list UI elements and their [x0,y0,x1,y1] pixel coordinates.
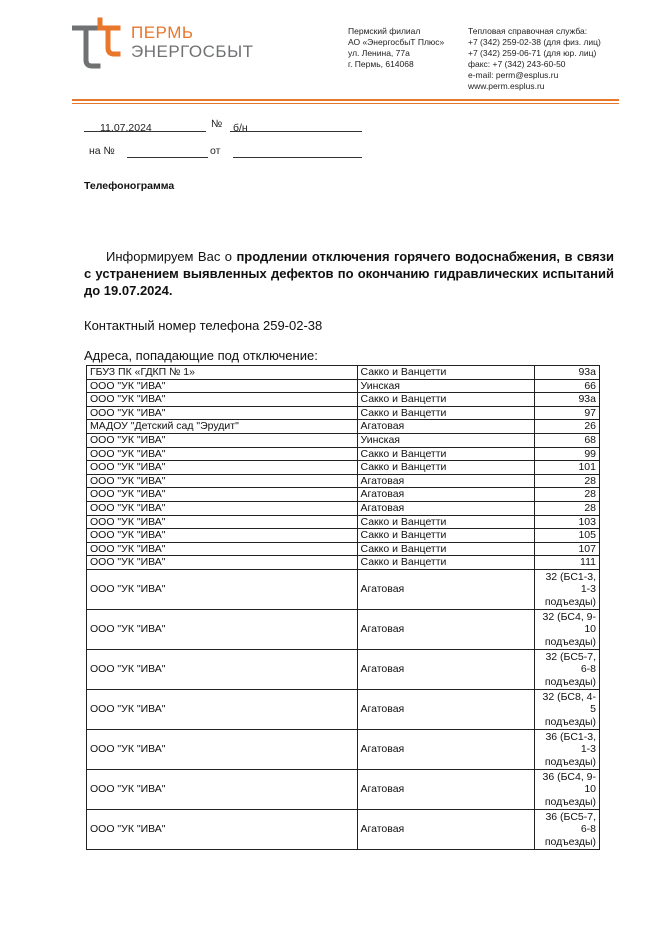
table-row [87,420,600,434]
street-cell: Агатовая [357,649,534,689]
service-line: +7 (342) 259-06-71 (для юр. лиц) [468,48,597,58]
house-cell: 101 [534,461,599,475]
service-line: Тепловая справочная служба: [468,26,588,36]
doc-date: 11.07.2024 [100,122,152,134]
number-label: № [211,118,223,130]
house-cell: 93а [534,393,599,407]
street-cell: Агатовая [357,501,534,515]
service-contacts [468,26,601,92]
house-cell: 32 (БС4, 9-10 подъезды) [534,609,599,649]
organization-cell: ООО "УК "ИВА" [87,501,358,515]
house-cell: 68 [534,433,599,447]
header-divider [72,99,619,101]
table-row [87,379,600,393]
addresses-heading: Адреса, попадающие под отключение: [84,348,318,363]
organization-cell: ООО "УК "ИВА" [87,461,358,475]
service-line: факс: +7 (342) 243-60-50 [468,59,566,69]
organization-cell: ООО "УК "ИВА" [87,379,358,393]
table-row [87,474,600,488]
table-row [87,689,600,729]
notice-intro: Информируем Вас о [106,249,237,264]
table-row [87,433,600,447]
service-website: www.perm.esplus.ru [468,81,545,91]
ref-number-field [127,144,208,158]
organization-cell: МАДОУ "Детский сад "Эрудит" [87,420,358,434]
house-cell: 36 (БС4, 9-10 подъезды) [534,769,599,809]
street-cell: Уинская [357,433,534,447]
service-email: e-mail: perm@esplus.ru [468,70,559,80]
house-cell: 97 [534,406,599,420]
table-row [87,406,600,420]
house-cell: 26 [534,420,599,434]
street-cell: Агатовая [357,420,534,434]
street-cell: Агатовая [357,729,534,769]
organization-cell: ООО "УК "ИВА" [87,556,358,570]
organization-cell: ООО "УК "ИВА" [87,689,358,729]
branch-line: ул. Ленина, 77а [348,48,410,58]
organization-cell: ООО "УК "ИВА" [87,447,358,461]
house-cell: 111 [534,556,599,570]
table-row [87,809,600,849]
organization-cell: ООО "УК "ИВА" [87,769,358,809]
organization-cell: ООО "УК "ИВА" [87,649,358,689]
table-row [87,769,600,809]
organization-cell: ООО "УК "ИВА" [87,542,358,556]
table-row [87,501,600,515]
street-cell: Сакко и Ванцетти [357,542,534,556]
table-row [87,729,600,769]
street-cell: Сакко и Ванцетти [357,461,534,475]
branch-line: г. Пермь, 614068 [348,59,414,69]
street-cell: Агатовая [357,569,534,609]
street-cell: Сакко и Ванцетти [357,556,534,570]
house-cell: 32 (БС5-7, 6-8 подъезды) [534,649,599,689]
street-cell: Сакко и Ванцетти [357,393,534,407]
street-cell: Сакко и Ванцетти [357,406,534,420]
ref-label: на № [89,145,115,157]
organization-cell: ООО "УК "ИВА" [87,488,358,502]
organization-cell: ООО "УК "ИВА" [87,729,358,769]
house-cell: 28 [534,474,599,488]
table-row [87,649,600,689]
organization-cell: ООО "УК "ИВА" [87,474,358,488]
house-cell: 107 [534,542,599,556]
table-row [87,542,600,556]
organization-cell: ООО "УК "ИВА" [87,515,358,529]
house-cell: 105 [534,529,599,543]
table-row [87,609,600,649]
house-cell: 28 [534,501,599,515]
contact-phone: Контактный номер телефона 259-02-38 [84,318,323,333]
street-cell: Уинская [357,379,534,393]
table-row [87,447,600,461]
branch-address [348,26,444,70]
organization-cell: ООО "УК "ИВА" [87,809,358,849]
addresses-table [86,365,600,850]
header-divider-thin [72,103,619,104]
from-label: от [210,145,221,157]
house-cell: 32 (БС1-3, 1-3 подъезды) [534,569,599,609]
date-field [84,118,206,132]
table-row [87,515,600,529]
branch-line: АО «ЭнергосбыТ Плюс» [348,37,445,47]
organization-cell: ООО "УК "ИВА" [87,609,358,649]
house-cell: 28 [534,488,599,502]
logo-text-line2: ЭНЕРГОСБЫТ [131,42,254,61]
table-row [87,366,600,380]
table-row [87,393,600,407]
organization-cell: ООО "УК "ИВА" [87,569,358,609]
notice-bold-text: продлении отключения горячего водоснабжения, в связи с устранением выявленных дефектов по окончанию гидравлических испытаний до 19.07.2024. [84,249,614,298]
logo-text-line1: ПЕРМЬ [131,23,194,42]
table-row [87,569,600,609]
street-cell: Агатовая [357,609,534,649]
table-row [87,529,600,543]
organization-cell: ООО "УК "ИВА" [87,433,358,447]
table-row [87,488,600,502]
table-row [87,556,600,570]
branch-line: Пермский филиал [348,26,421,36]
street-cell: Сакко и Ванцетти [357,515,534,529]
number-field [230,118,362,132]
house-cell: 36 (БС1-3, 1-3 подъезды) [534,729,599,769]
street-cell: Агатовая [357,488,534,502]
street-cell: Сакко и Ванцетти [357,447,534,461]
house-cell: 103 [534,515,599,529]
organization-cell: ООО "УК "ИВА" [87,529,358,543]
house-cell: 32 (БС8, 4-5 подъезды) [534,689,599,729]
table-row [87,461,600,475]
ref-date-field [233,144,362,158]
organization-cell: ГБУЗ ПК «ГДКП № 1» [87,366,358,380]
street-cell: Сакко и Ванцетти [357,366,534,380]
notice-paragraph [84,248,614,299]
house-cell: 93а [534,366,599,380]
service-line: +7 (342) 259-02-38 (для физ. лиц) [468,37,601,47]
street-cell: Агатовая [357,689,534,729]
street-cell: Агатовая [357,809,534,849]
street-cell: Сакко и Ванцетти [357,529,534,543]
house-cell: 36 (БС5-7, 6-8 подъезды) [534,809,599,849]
street-cell: Агатовая [357,769,534,809]
house-cell: 99 [534,447,599,461]
document-title: Телефонограмма [84,180,175,192]
street-cell: Агатовая [357,474,534,488]
house-cell: 66 [534,379,599,393]
organization-cell: ООО "УК "ИВА" [87,393,358,407]
doc-number: б/н [233,122,248,134]
organization-cell: ООО "УК "ИВА" [87,406,358,420]
